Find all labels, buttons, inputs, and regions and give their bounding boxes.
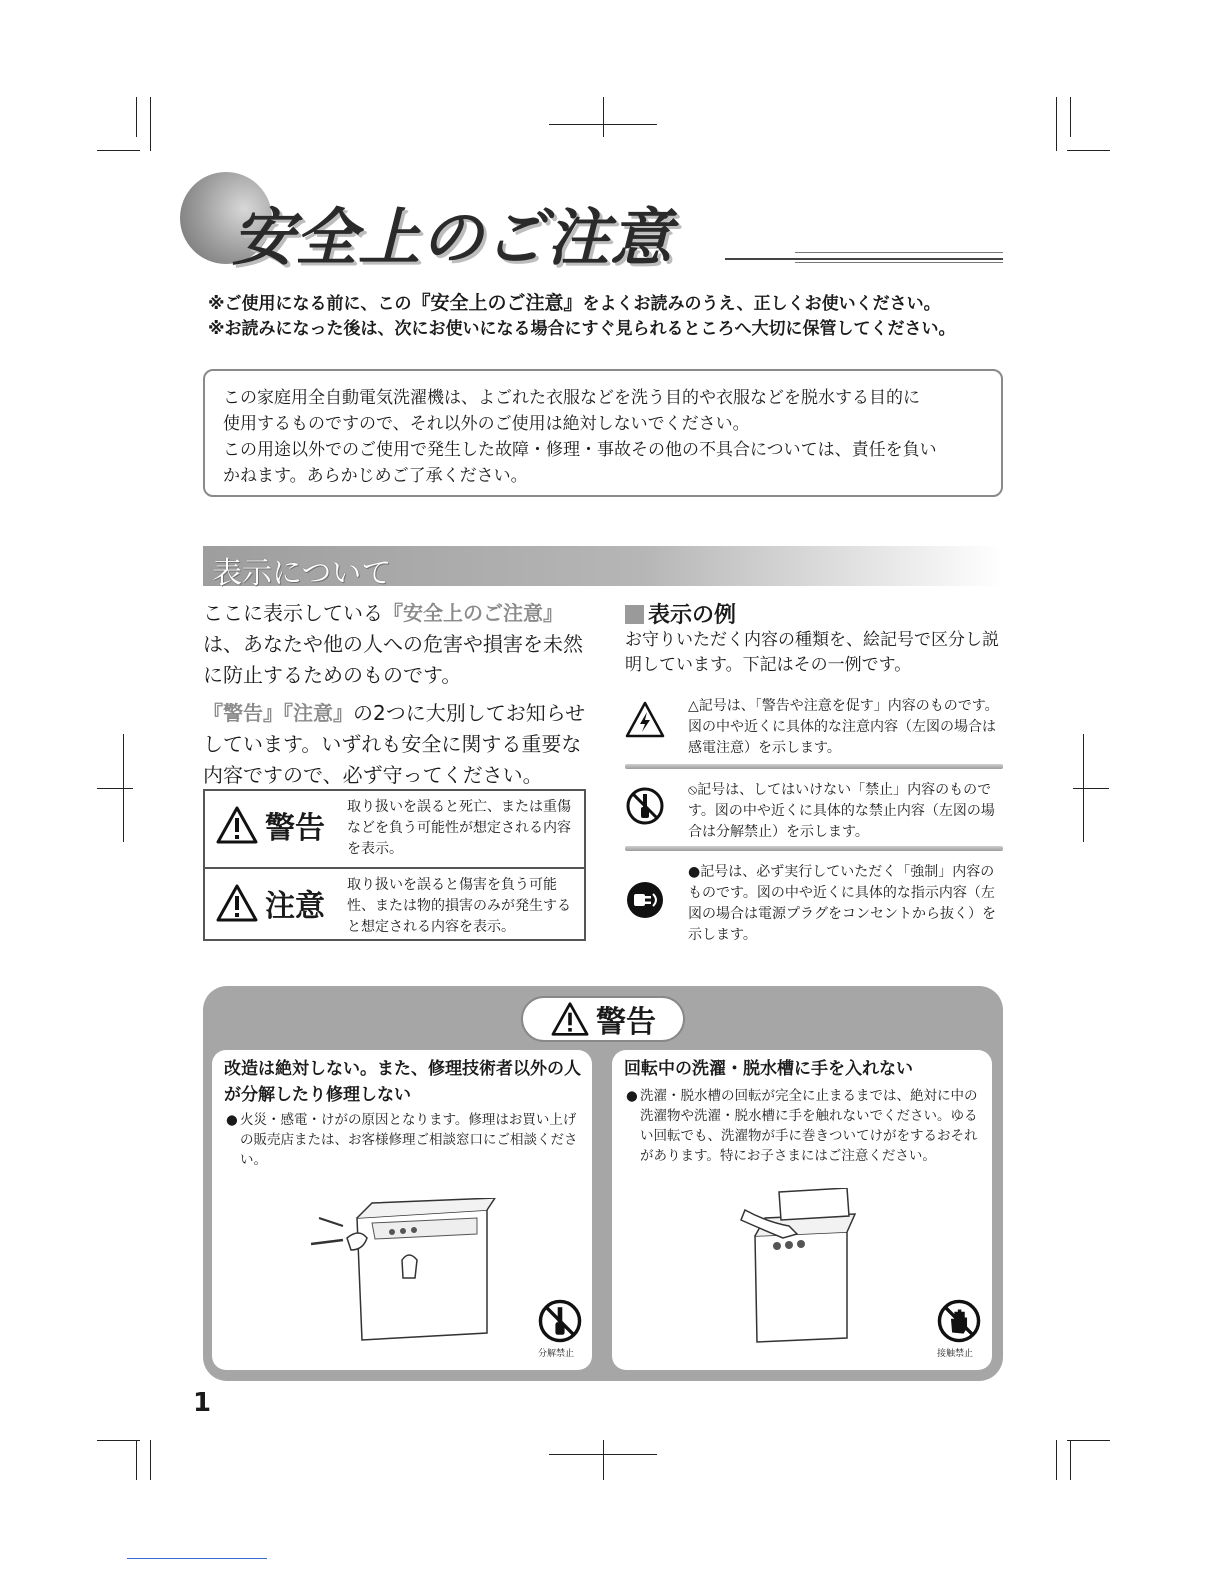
crop-mark <box>123 734 124 842</box>
crop-mark <box>97 1440 140 1441</box>
heading-square-icon <box>625 605 644 624</box>
hazard-level-table <box>203 789 586 941</box>
card-body: ● 洗濯・脱水槽の回転が完全に止まるまでは、絶対に中の洗濯物や洗濯・脱水槽に手を触れないでください。ゆるい回転でも、洗濯物が手に巻きついてけがをするおそれがあります。特にお子さまにはご注意ください。 <box>626 1088 978 1164</box>
crop-mark <box>1070 1440 1071 1480</box>
purpose-line: この用途以外でのご使用で発生した故障・修理・事故その他の不具合については、責任を負い <box>223 440 937 460</box>
no-disassembly-icon <box>625 786 665 826</box>
no-disassembly-icon <box>537 1298 583 1344</box>
crop-mark <box>1067 150 1110 151</box>
purpose-line: かねます。あらかじめご了承ください。 <box>223 466 528 486</box>
crop-mark <box>136 97 137 137</box>
warning-card-no-modify <box>212 1050 592 1370</box>
warning-card-no-touch <box>612 1050 992 1370</box>
crop-mark <box>1073 788 1109 789</box>
washer-disassembly-illustration <box>307 1198 497 1348</box>
unplug-instruction-icon <box>625 880 665 920</box>
card-body: ● 火災・感電・けがの原因となります。修理はお買い上げの販売店または、お客様修理ご相談窓口にご相談ください。 <box>226 1112 578 1168</box>
level-label: 警告 <box>265 811 325 846</box>
purpose-line: この家庭用全自動電気洗濯機は、よごれた衣服などを洗う目的や衣服などを脱水する目的に <box>223 388 920 408</box>
example-divider <box>625 764 1003 769</box>
warning-label-pill: 警告 <box>521 996 685 1042</box>
crop-mark <box>150 136 151 151</box>
intro-note-2: ※お読みになった後は、次にお使いになる場合にすぐ見られるところへ大切に保管してください。 <box>208 319 956 339</box>
crop-mark <box>97 788 133 789</box>
purpose-line: 使用するものですので、それ以外のご使用は絶対しないでください。 <box>223 414 750 434</box>
examples-heading: 表示の例 <box>625 598 736 629</box>
example-text: ●記号は、必ず実行していただく「強制」内容のものです。図の中や近くに具体的な指示内容（左図の場合は電源プラグをコンセントから抜く）を示します。 <box>688 864 996 943</box>
symbol-caption: 分解禁止 <box>538 1349 575 1359</box>
level-description: 取り扱いを誤ると傷害を負う可能性、または物的損害のみが発生すると想定される内容を表示。 <box>347 877 571 935</box>
level-label: 注意 <box>265 889 325 924</box>
page-title: 安全上のご注意 <box>232 201 674 274</box>
crop-mark <box>1083 734 1084 842</box>
level-row-warning <box>205 791 584 865</box>
symbol-caption: 接触禁止 <box>937 1349 974 1359</box>
no-touch-icon <box>936 1298 982 1344</box>
section-heading: 表示について <box>212 556 392 591</box>
electric-shock-warning-icon <box>625 700 665 740</box>
display-lead <box>203 598 593 791</box>
example-divider <box>625 846 1003 851</box>
crop-mark <box>97 150 140 151</box>
title-rule <box>795 262 1003 263</box>
washer-hand-illustration <box>737 1188 867 1348</box>
card-title: 改造は絶対しない。また、修理技術者以外の人が分解したり修理しない <box>224 1059 581 1105</box>
examples-lead: お守りいただく内容の種類を、絵記号で区分し説明しています。下記はその一例です。 <box>625 630 999 675</box>
crop-mark <box>1056 136 1057 151</box>
crop-mark <box>1067 1440 1110 1441</box>
example-text: ⦸記号は、してはいけない「禁止」内容のものです。図の中や近くに具体的な禁止内容（左図の場合は分解禁止）を示します。 <box>688 782 995 840</box>
level-row-caution <box>205 867 584 941</box>
caution-triangle-icon <box>550 1001 590 1037</box>
crop-mark <box>603 1440 604 1480</box>
page-number: 1 <box>193 1388 212 1418</box>
crop-mark <box>1070 97 1071 137</box>
title-rule <box>795 252 1003 253</box>
bottom-underline <box>127 1558 267 1559</box>
crop-mark <box>136 1440 137 1480</box>
crop-mark <box>1056 97 1057 137</box>
crop-mark <box>603 97 604 137</box>
crop-mark <box>1056 1440 1057 1480</box>
lead-paragraph-1: ここに表示している『安全上のご注意』は、あなたや他の人への危害や損害を未然に防止するためのものです。 <box>203 601 583 687</box>
purpose-box <box>203 369 1003 497</box>
level-description: 取り扱いを誤ると死亡、または重傷などを負う可能性が想定される内容を表示。 <box>347 799 571 857</box>
title-rule <box>725 258 1003 260</box>
crop-mark <box>150 1440 151 1480</box>
intro-note-1: ※ご使用になる前に、この『安全上のご注意』をよくお読みのうえ、正しくお使いください。 <box>208 292 941 314</box>
lead-paragraph-2: 『警告』『注意』の2つに大別してお知らせしています。いずれも安全に関する重要な内容ですので、必ず守ってください。 <box>203 701 586 787</box>
crop-mark <box>150 97 151 137</box>
caution-triangle-icon <box>215 805 259 845</box>
example-text: △記号は、「警告や注意を促す」内容のものです。図の中や近くに具体的な注意内容（左図の場合は感電注意）を示します。 <box>688 698 999 756</box>
card-title: 回転中の洗濯・脱水槽に手を入れない <box>624 1059 913 1079</box>
caution-triangle-icon <box>215 883 259 923</box>
